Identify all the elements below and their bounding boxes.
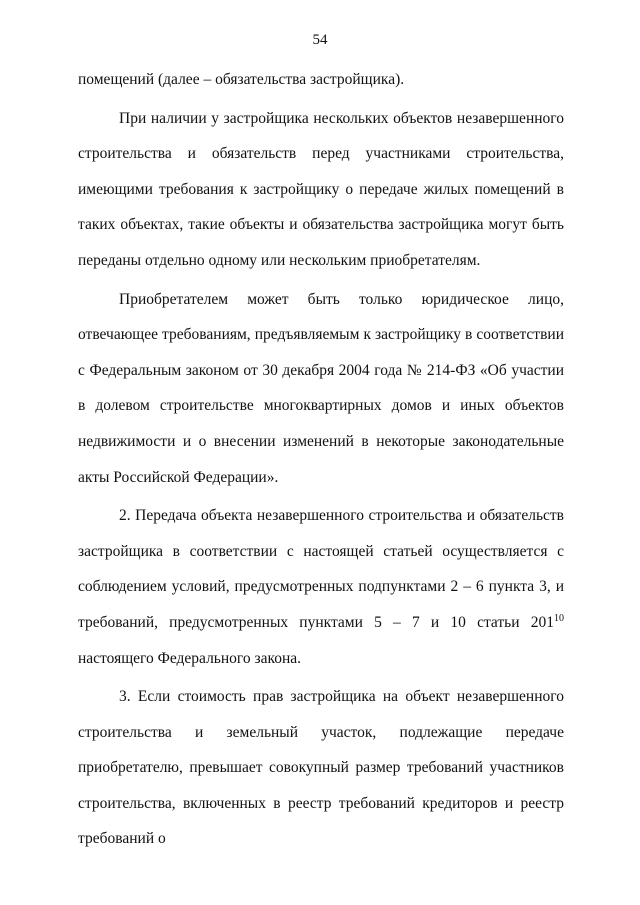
- paragraph-multiple-objects: При наличии у застройщика нескольких объектов незавершенного строительства и обязательств перед участниками строительства, имеющими требования к застройщику о передаче жилых помещений в таких объектах, такие объекты и обязательства застройщика могут быть переданы отдельно одному или нескольким приобретателям.: [78, 109, 564, 269]
- paragraph-item-2: [78, 498, 564, 676]
- page-body: [78, 62, 564, 857]
- paragraph-item-2-text: 2. Передача объекта незавершенного строительства и обязательств застройщика в соответствии с настоящей статьей осуществляется с соблюдением условий, предусмотренных подпунктами 2 – 6 пункта 3, и требований, предусмотренных пунктами 5 – 7 и 10 статьи 201: [78, 507, 564, 631]
- paragraph-item-3: 3. Если стоимость прав застройщика на объект незавершенного строительства и земельный участок, подлежащие передаче приобретателю, превышает совокупный размер требований участников строительства, включенных в реестр требований кредиторов и реестр требований о: [78, 688, 564, 848]
- paragraph-continuation: помещений (далее – обязательства застройщика).: [78, 71, 405, 88]
- paragraph-acquirer: Приобретателем может быть только юридическое лицо, отвечающее требованиям, предъявляемым к застройщику в соответствии с Федеральным законом от 30 декабря 2004 года № 214-ФЗ «Об участии в долевом строительстве многоквартирных домов и иных объектов недвижимости и о внесении изменений в некоторые законодательные акты Российской Федерации».: [78, 290, 564, 486]
- page-number: 54: [312, 32, 328, 48]
- article-superscript: 10: [554, 612, 564, 624]
- paragraph-item-2-tail: настоящего Федерального закона.: [78, 649, 302, 667]
